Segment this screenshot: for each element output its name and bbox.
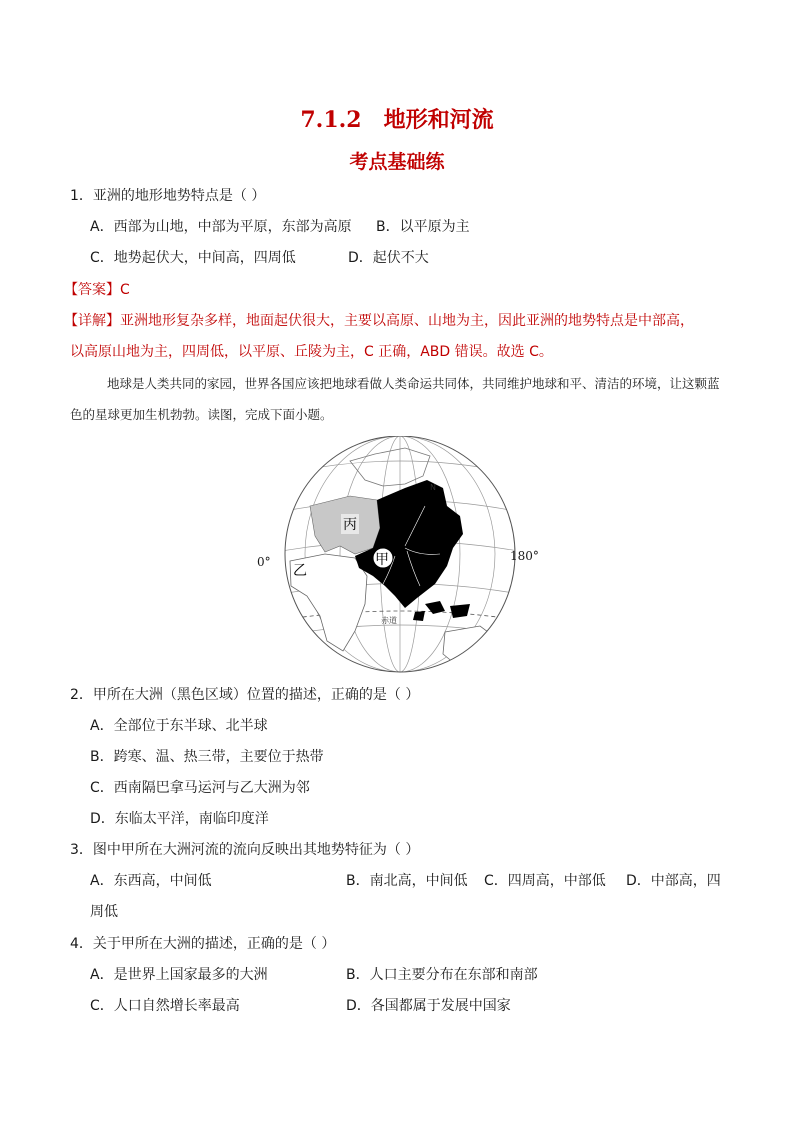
page-subtitle: 考点基础练 xyxy=(349,151,445,173)
explain-text-1: 亚洲地形复杂多样，地面起伏很大，主要以高原、山地为主，因此亚洲的地势特点是中部高， xyxy=(120,313,694,329)
q2-option-a: A．全部位于东半球、北半球 xyxy=(90,718,268,734)
q1-explain-line-1 xyxy=(64,311,694,331)
map-label-yi: 乙 xyxy=(293,563,307,579)
section-title: 地形和河流 xyxy=(383,107,494,133)
q1-option-b: B．以平原为主 xyxy=(376,219,470,235)
q1-option-d: D．起伏不大 xyxy=(348,250,429,266)
q1-answer xyxy=(64,280,130,300)
q2-option-d: D．东临太平洋，南临印度洋 xyxy=(90,811,269,827)
map-label-equator: 赤道 xyxy=(381,616,397,625)
q2-option-b: B．跨寒、温、热三带，主要位于热带 xyxy=(90,749,324,765)
q3-stem: 3．图中甲所在大洲河流的流向反映出其地势特征为（ ） xyxy=(70,842,420,858)
map-label-bing: 丙 xyxy=(341,514,359,534)
map-label-jia: 甲 xyxy=(375,552,389,568)
q2-stem: 2．甲所在大洲（黑色区域）位置的描述，正确的是（ ） xyxy=(70,687,420,703)
q4-option-a: A．是世界上国家最多的大洲 xyxy=(90,967,268,983)
q3-option-a: A．东西高，中间低 xyxy=(90,873,212,889)
q1-explain-line-2: 以高原山地为主，四周低，以平原、丘陵为主，C 正确，ABD 错误。故选 C。 xyxy=(70,344,553,360)
q2-option-c: C．西南隔巴拿马运河与乙大洲为邻 xyxy=(90,780,310,796)
q3-option-d: D．中部高，四 xyxy=(626,873,721,889)
q3-option-b: B．南北高，中间低 xyxy=(346,873,468,889)
section-number: 7.1.2 xyxy=(300,107,362,133)
map-label-180-degree: 180° xyxy=(510,549,539,563)
reading-passage: 地球是人类共同的家园，世界各国应该把地球看做人类命运共同体，共同维护地球和平、清洁的环境，让这颗蓝色的星球更加生机勃勃。读图，完成下面小题。 xyxy=(70,376,720,422)
map-label-n: N xyxy=(430,483,436,492)
explain-tag: 【详解】 xyxy=(64,313,120,329)
answer-tag: 【答案】 xyxy=(64,282,120,298)
q4-option-d: D．各国都属于发展中国家 xyxy=(346,998,511,1014)
q1-stem: 1．亚洲的地形地势特点是（ ） xyxy=(70,188,266,204)
answer-value: C xyxy=(120,282,130,298)
asia-globe-map xyxy=(255,436,545,674)
q4-option-b: B．人口主要分布在东部和南部 xyxy=(346,967,538,983)
q3-option-c: C．四周高，中部低 xyxy=(484,873,606,889)
q4-option-c: C．人口自然增长率最高 xyxy=(90,998,240,1014)
q1-option-c: C．地势起伏大，中间高，四周低 xyxy=(90,250,296,266)
q4-stem: 4．关于甲所在大洲的描述，正确的是（ ） xyxy=(70,936,336,952)
q1-option-a: A．西部为山地，中部为平原，东部为高原 xyxy=(90,219,352,235)
q3-option-d-wrap: 周低 xyxy=(90,904,118,920)
page-title xyxy=(0,103,794,134)
map-label-0-degree: 0° xyxy=(257,555,271,569)
